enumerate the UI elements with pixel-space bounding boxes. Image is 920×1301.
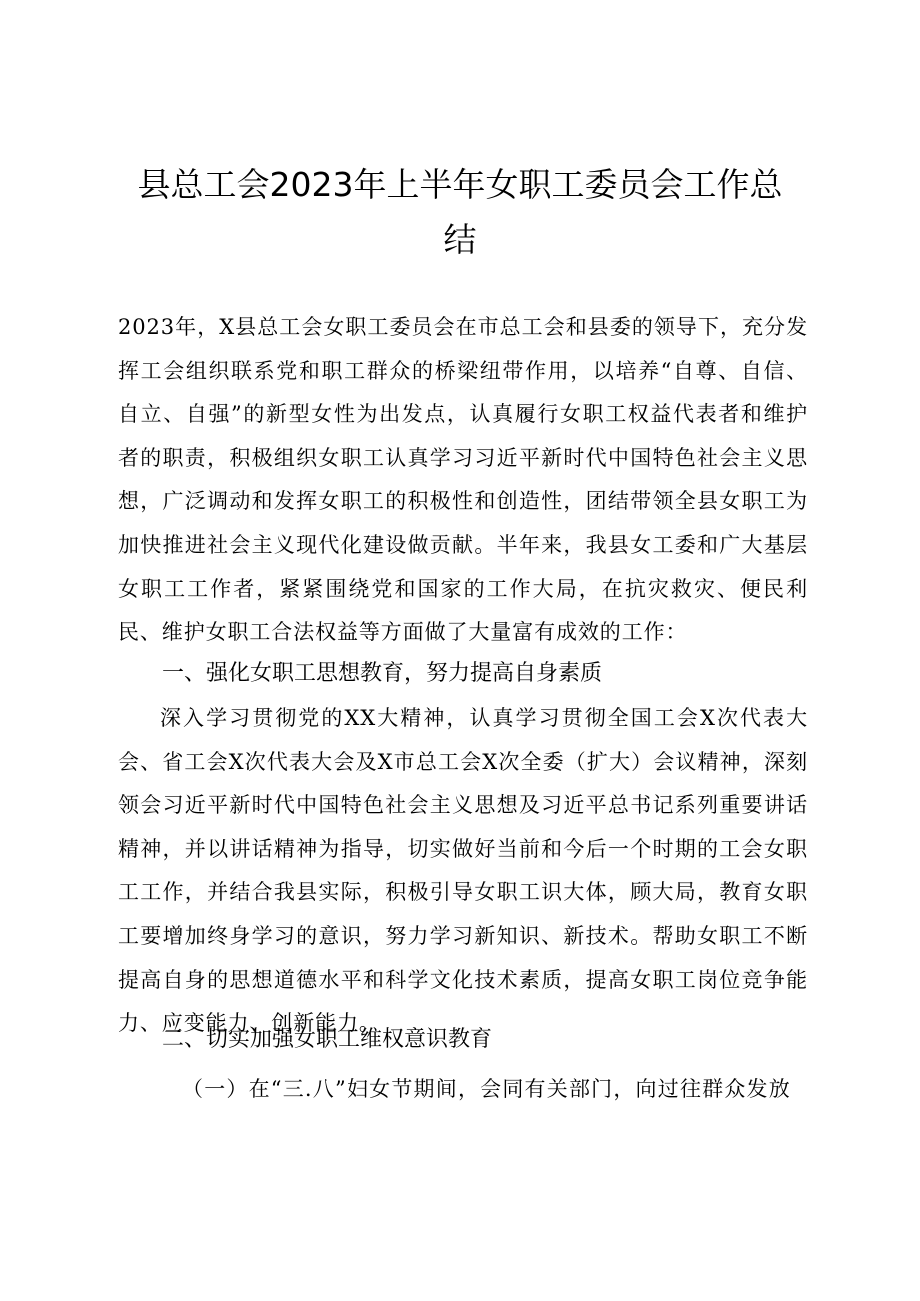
section-2-heading: 二、切实加强女职工维权意识教育 bbox=[162, 1027, 493, 1052]
section-1-paragraph: 深入学习贯彻党的XX大精神，认真学习贯彻全国工会X次代表大会、省工会X次代表大会及X市总工会X次全委（扩大）会议精神，深刻领会习近平新时代中国特色社会主义思想及习近平总书记系列重要讲话精神，并以讲话精神为指导，切实做好当前和今后一个时期的工会女职工工作，并结合我县实际，积极引导女职工识大体，顾大局，教育女职工要增加终身学习的意识，努力学习新知识、新技术。帮助女职工不断提高自身的思想道德水平和科学文化技术素质，提高女职工岗位竞争能力、应变能力、创新能力。 bbox=[118, 706, 808, 1036]
document-title-line-2: 结 bbox=[443, 220, 477, 259]
section-1-heading: 一、强化女职工思想教育，努力提高自身素质 bbox=[162, 661, 603, 686]
document-title-line-1: 县总工会2023年上半年女职工委员会工作总 bbox=[137, 165, 783, 204]
intro-paragraph: 2023年，X县总工会女职工委员会在市总工会和县委的领导下，充分发挥工会组织联系党和职工群众的桥梁纽带作用，以培养“自尊、自信、自立、自强”的新型女性为出发点，认真履行女职工权益代表者和维护者的职责，积极组织女职工认真学习习近平新时代中国特色社会主义思想，广泛调动和发挥女职工的积极性和创造性，团结带领全县女职工为加快推进社会主义现代化建设做贡献。半年来，我县女工委和广大基层女职工工作者，紧紧围绕党和国家的工作大局，在抗灾救灾、便民利民、维护女职工合法权益等方面做了大量富有成效的工作： bbox=[118, 315, 808, 645]
section-2-subitem-1: （一）在“三.八”妇女节期间，会同有关部门，向过往群众发放 bbox=[182, 1077, 791, 1101]
